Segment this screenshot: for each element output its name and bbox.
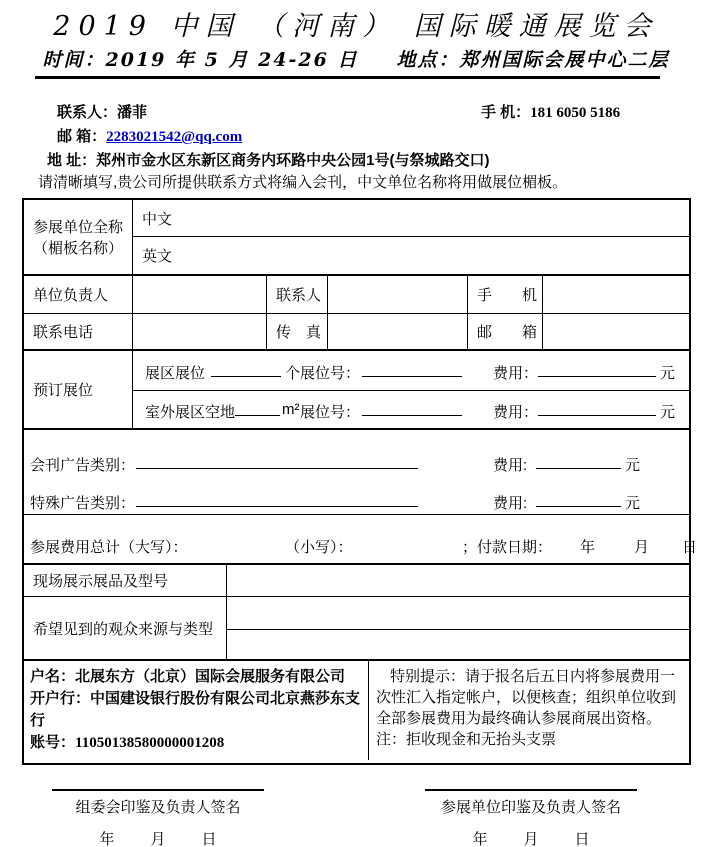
booth-row — [24, 351, 689, 430]
booth-outdoor-line[interactable] — [133, 391, 689, 428]
company-name-label-cell — [24, 200, 133, 274]
exhibitor-signature-line — [425, 789, 637, 791]
exhibits-label: 现场展示展品及型号 — [33, 573, 169, 590]
exhibits-row — [24, 565, 689, 597]
booth-indoor-unit: 个 — [285, 365, 301, 382]
email-label-cell — [468, 314, 543, 349]
leader-value-field[interactable] — [133, 276, 267, 313]
company-name-label-line2: （楣板名称） — [33, 240, 124, 257]
mobile-label: 手 机 — [477, 287, 538, 304]
exhibitor-signature-date — [425, 828, 637, 847]
organizer-day-label: 日 — [201, 831, 217, 847]
contact-person-value: 潘菲 — [117, 104, 148, 121]
special-ad-fee-unit: 元 — [625, 495, 641, 512]
payment-day-label: 日 — [682, 539, 698, 556]
fax-label: 传 真 — [276, 324, 322, 341]
email-value-field[interactable] — [543, 314, 689, 349]
contact-mobile-value: 181 6050 5186 — [530, 105, 621, 121]
company-name-cn-field[interactable] — [133, 200, 689, 237]
phone-row — [24, 314, 689, 351]
contact-address-line — [47, 149, 490, 170]
special-ad-fee-blank[interactable] — [536, 492, 621, 507]
company-name-row — [24, 200, 689, 274]
audience-label: 希望见到的观众来源与类型 — [33, 620, 214, 638]
leader-row — [24, 276, 689, 314]
mobile-label-cell — [468, 276, 543, 313]
mobile-value-field[interactable] — [543, 276, 689, 313]
booth-indoor-number-label: 展位号： — [300, 365, 361, 382]
organizer-signature-line — [52, 789, 264, 791]
contact-mobile-label: 手 机： — [481, 104, 531, 121]
payment-notice: 特别提示：请于报名后五日内将参展费用一次性汇入指定帐户，以便核查；组织单位收到全部参展费用为最终确认参展商展出资格。 — [376, 668, 677, 727]
booth-outdoor-fee-label: 费用： — [493, 403, 539, 421]
organizer-month-label: 月 — [150, 831, 166, 847]
contact-email-label: 邮 箱： — [57, 128, 107, 145]
bank-info-cell — [24, 661, 369, 760]
contact-address-value: 郑州市金水区东新区商务内环路中央公园1号(与祭城路交口) — [96, 152, 490, 169]
exhibits-label-cell — [24, 565, 227, 596]
leader-label: 单位负责人 — [33, 287, 109, 304]
payment-date-label: ；付款日期： — [462, 539, 553, 556]
journal-ad-fee-unit: 元 — [625, 457, 641, 474]
bank-account-number-line — [30, 732, 362, 754]
booth-indoor-label: 展区展位 — [145, 365, 206, 382]
exhibitor-signature-label: 参展单位印鉴及负责人签名 — [440, 799, 621, 816]
tips-cell — [369, 661, 689, 760]
booth-indoor-fee-label: 费用： — [493, 365, 539, 382]
booth-outdoor-unit: m² — [282, 400, 300, 418]
contact-label-cell — [267, 276, 328, 313]
audience-label-cell — [24, 597, 227, 659]
exhibitor-signature-block — [425, 789, 637, 847]
journal-ad-fee-label: 费用: — [493, 457, 528, 474]
special-ad-blank[interactable] — [136, 492, 418, 507]
booth-outdoor-fee-unit: 元 — [660, 403, 676, 421]
booth-indoor-number-blank[interactable] — [362, 362, 462, 377]
company-name-fields — [133, 200, 689, 274]
bank-account-number-label: 账号： — [30, 734, 76, 751]
fill-instruction-note: 请清晰填写,贵公司所提供联系方式将编入会刊，中文单位名称将用做展位楣板。 — [38, 174, 568, 191]
exhibits-value-field[interactable] — [227, 565, 689, 596]
contact-email-link[interactable]: 2283021542@qq.com — [106, 129, 243, 145]
organizer-signature-block — [52, 789, 264, 847]
organizer-signature-label: 组委会印鉴及负责人签名 — [75, 799, 241, 816]
payment-year-label: 年 — [580, 539, 596, 556]
audience-row — [24, 597, 689, 661]
booth-indoor-fee-blank[interactable] — [538, 362, 656, 377]
payment-month-label: 月 — [634, 539, 650, 556]
journal-ad-label: 会刊广告类别： — [30, 457, 136, 474]
contact-label: 联系人 — [276, 287, 322, 304]
fax-value-field[interactable] — [328, 314, 468, 349]
phone-value-field[interactable] — [133, 314, 267, 349]
contact-address-label: 地 址： — [47, 152, 97, 169]
ads-row — [24, 430, 689, 515]
event-time: 时间：2019 年 5 月 24-26 日 — [42, 49, 359, 71]
company-name-cn-label: 中文 — [142, 210, 173, 228]
fax-label-cell — [267, 314, 328, 349]
exhibitor-day-label: 日 — [574, 831, 590, 847]
booth-label-cell — [24, 351, 133, 428]
booth-fields — [133, 351, 689, 428]
company-name-en-field[interactable] — [133, 237, 689, 274]
booth-outdoor-fee-blank[interactable] — [538, 401, 656, 416]
booth-outdoor-area-blank[interactable] — [235, 401, 280, 416]
journal-ad-fee-blank[interactable] — [536, 454, 621, 469]
journal-ad-blank[interactable] — [136, 454, 418, 469]
booth-outdoor-number-label: 展位号： — [300, 403, 361, 421]
company-name-label-line1: 参展单位全称 — [33, 219, 124, 236]
bank-account-number: 11050138580000001208 — [75, 735, 225, 751]
contact-person-line — [57, 101, 147, 122]
contact-mobile-line — [481, 101, 620, 122]
special-ad-label: 特殊广告类别： — [30, 495, 136, 512]
total-fee-row[interactable] — [24, 515, 698, 565]
booth-outdoor-label: 室外展区空地 — [145, 403, 236, 421]
phone-label-cell — [24, 314, 133, 349]
booth-indoor-line[interactable] — [133, 351, 689, 391]
booth-indoor-fee-unit: 元 — [660, 365, 676, 382]
company-name-en-label: 英文 — [142, 248, 173, 265]
audience-fields — [227, 597, 689, 659]
event-venue: 地点：郑州国际会展中心二层 — [396, 49, 670, 71]
special-ad-fee-label: 费用: — [493, 495, 528, 512]
leader-label-cell — [24, 276, 133, 313]
page-title: 2019 中国 （河南） 国际暖通展览会 — [53, 11, 659, 42]
booth-outdoor-number-blank[interactable] — [362, 401, 462, 416]
contact-person-label: 联系人： — [57, 104, 118, 121]
no-cash-note: 注：拒收现金和无抬头支票 — [376, 731, 557, 748]
bank-tips-row — [24, 661, 689, 760]
bank-account-name: 户名：北展东方（北京）国际会展服务有限公司 — [30, 668, 346, 685]
phone-label: 联系电话 — [33, 324, 94, 341]
registration-table — [22, 198, 698, 765]
email-label: 邮 箱 — [477, 324, 538, 341]
contact-value-field[interactable] — [328, 276, 468, 313]
header-divider — [35, 76, 660, 79]
organizer-signature-date — [52, 828, 264, 847]
audience-value-field-1[interactable] — [227, 597, 689, 630]
total-fee-words-label: 参展费用总计（大写）： — [30, 539, 188, 556]
exhibitor-month-label: 月 — [523, 831, 539, 847]
booth-label: 预订展位 — [33, 382, 94, 399]
total-fee-figures-label: （小写）： — [285, 539, 353, 556]
event-time-venue — [0, 45, 712, 72]
bank-branch: 开户行：中国建设银行股份有限公司北京燕莎东支行 — [30, 690, 361, 729]
contact-email-line — [57, 125, 242, 146]
audience-value-field-2[interactable] — [227, 630, 689, 659]
exhibitor-year-label: 年 — [472, 831, 488, 847]
organizer-year-label: 年 — [99, 831, 115, 847]
booth-indoor-count-blank[interactable] — [211, 362, 281, 377]
